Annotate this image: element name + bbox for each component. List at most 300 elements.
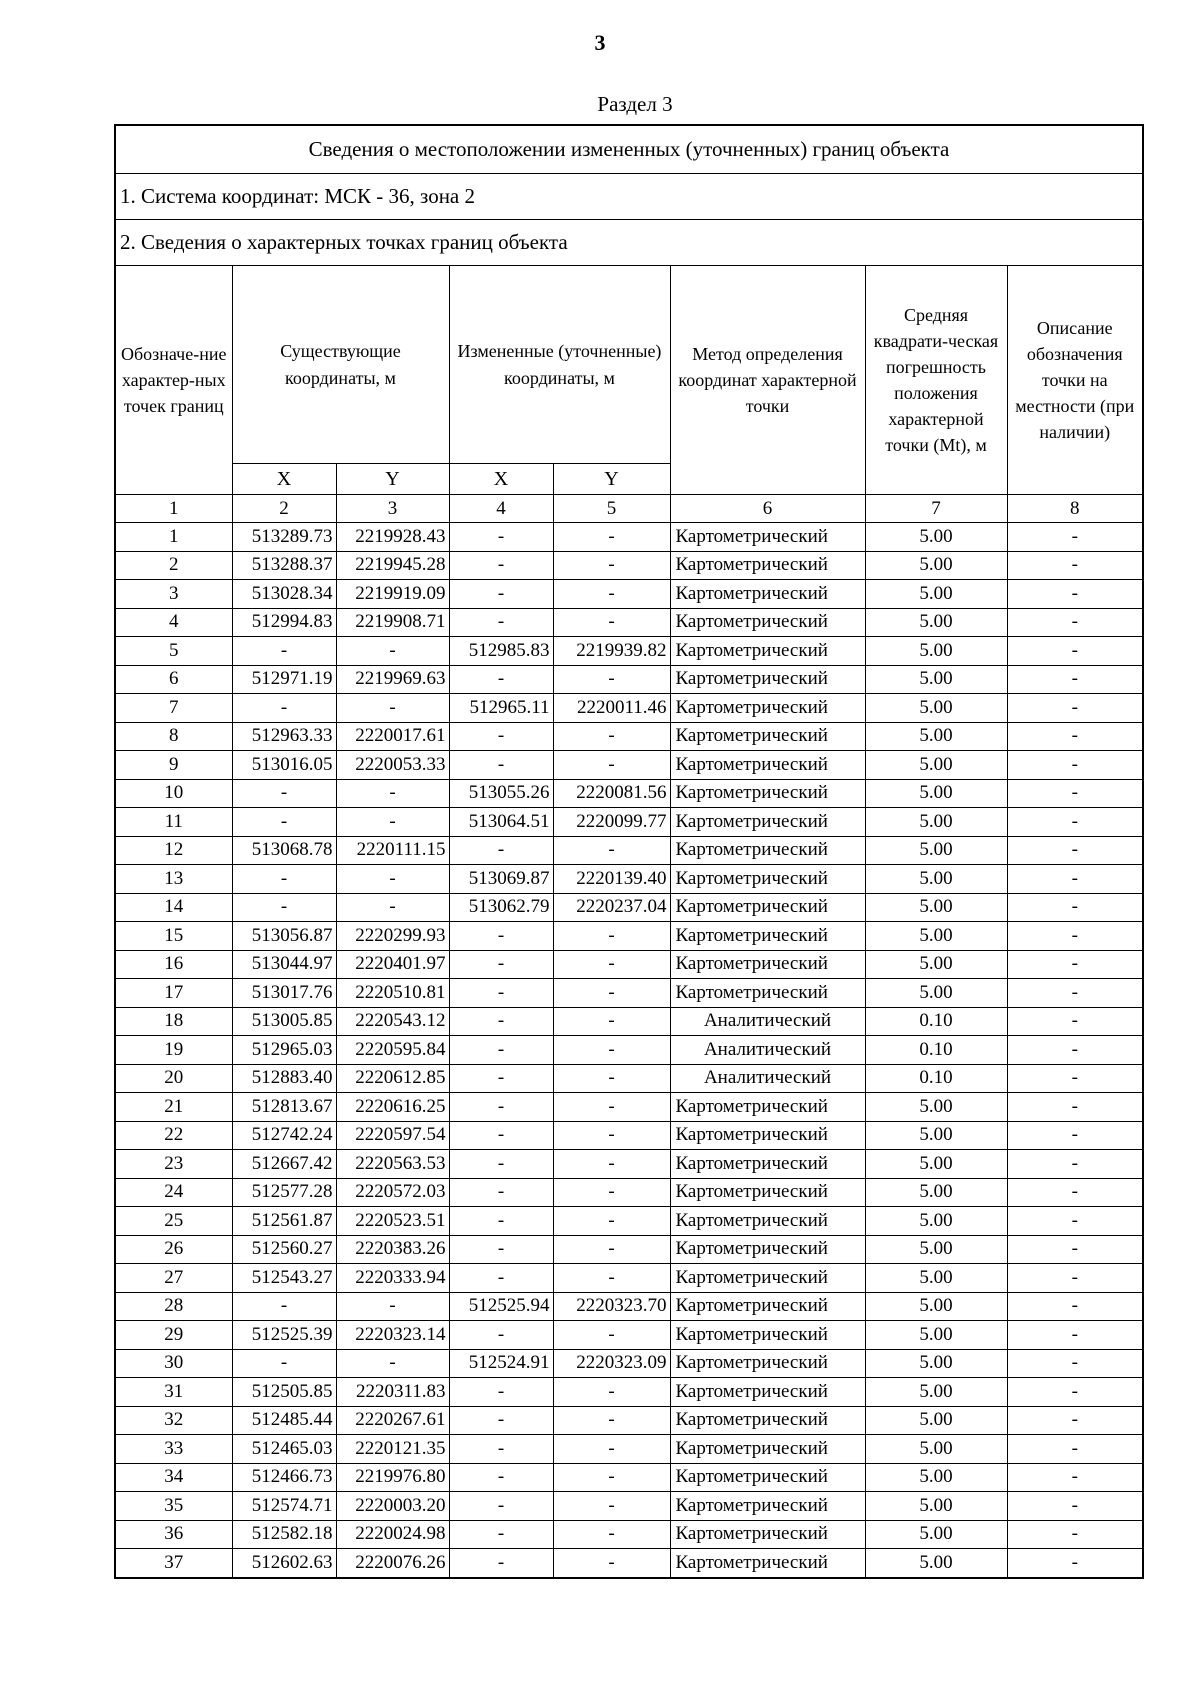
point-id-cell: 31 xyxy=(115,1378,232,1407)
description-cell: - xyxy=(1007,1321,1143,1350)
existing-y-cell: 2220121.35 xyxy=(336,1435,449,1464)
existing-x-cell: 513028.34 xyxy=(232,580,336,609)
description-cell: - xyxy=(1007,637,1143,666)
existing-x-cell: 512994.83 xyxy=(232,608,336,637)
description-cell: - xyxy=(1007,608,1143,637)
existing-x-cell: - xyxy=(232,694,336,723)
method-cell: Картометрический xyxy=(670,1349,865,1378)
existing-x-cell: 512963.33 xyxy=(232,722,336,751)
existing-x-cell: 513068.78 xyxy=(232,836,336,865)
existing-y-cell: 2220003.20 xyxy=(336,1492,449,1521)
table-row xyxy=(115,580,1143,609)
method-cell: Картометрический xyxy=(670,893,865,922)
method-cell: Картометрический xyxy=(670,1121,865,1150)
method-cell: Картометрический xyxy=(670,1520,865,1549)
point-id-cell: 11 xyxy=(115,808,232,837)
existing-y-cell: 2220563.53 xyxy=(336,1150,449,1179)
error-cell: 5.00 xyxy=(865,722,1007,751)
point-id-cell: 17 xyxy=(115,979,232,1008)
changed-y-cell: - xyxy=(553,1064,670,1093)
changed-y-cell: 2220081.56 xyxy=(553,779,670,808)
changed-y-cell: - xyxy=(553,922,670,951)
table-row xyxy=(115,637,1143,666)
error-cell: 5.00 xyxy=(865,979,1007,1008)
method-cell: Картометрический xyxy=(670,865,865,894)
table-row xyxy=(115,1007,1143,1036)
error-cell: 5.00 xyxy=(865,1406,1007,1435)
existing-y-cell: 2219969.63 xyxy=(336,665,449,694)
existing-x-cell: 512965.03 xyxy=(232,1036,336,1065)
existing-y-cell: 2220267.61 xyxy=(336,1406,449,1435)
existing-y-cell: - xyxy=(336,808,449,837)
point-id-cell: 26 xyxy=(115,1235,232,1264)
existing-x-cell: 512561.87 xyxy=(232,1207,336,1236)
header-mean-square-error: Средняя квадрати-ческая погрешность положения характерной точки (Mt), м xyxy=(865,266,1007,495)
column-number: 4 xyxy=(449,495,553,523)
error-cell: 5.00 xyxy=(865,1378,1007,1407)
existing-x-cell: 513056.87 xyxy=(232,922,336,951)
description-cell: - xyxy=(1007,1520,1143,1549)
existing-y-cell: 2220111.15 xyxy=(336,836,449,865)
existing-y-cell: - xyxy=(336,779,449,808)
method-cell: Картометрический xyxy=(670,523,865,552)
header-point-designation: Обозначе-ние характер-ных точек границ xyxy=(115,266,232,495)
description-cell: - xyxy=(1007,1292,1143,1321)
point-id-cell: 20 xyxy=(115,1064,232,1093)
existing-x-cell: 512813.67 xyxy=(232,1093,336,1122)
method-cell: Картометрический xyxy=(670,1150,865,1179)
table-row xyxy=(115,1093,1143,1122)
error-cell: 5.00 xyxy=(865,1178,1007,1207)
changed-x-cell: - xyxy=(449,979,553,1008)
changed-x-cell: - xyxy=(449,1007,553,1036)
existing-x-cell: 513289.73 xyxy=(232,523,336,552)
changed-x-cell: - xyxy=(449,722,553,751)
description-cell: - xyxy=(1007,779,1143,808)
existing-y-cell: 2219976.80 xyxy=(336,1463,449,1492)
changed-y-cell: - xyxy=(553,979,670,1008)
method-cell: Картометрический xyxy=(670,1435,865,1464)
changed-x-cell: 513062.79 xyxy=(449,893,553,922)
coordinate-system: 1. Система координат: МСК - 36, зона 2 xyxy=(115,174,1143,220)
point-id-cell: 15 xyxy=(115,922,232,951)
point-id-cell: 19 xyxy=(115,1036,232,1065)
description-cell: - xyxy=(1007,722,1143,751)
table-row xyxy=(115,1463,1143,1492)
existing-x-cell: 513288.37 xyxy=(232,551,336,580)
points-heading: 2. Сведения о характерных точках границ объекта xyxy=(115,220,1143,266)
table-row xyxy=(115,1492,1143,1521)
method-cell: Картометрический xyxy=(670,1264,865,1293)
error-cell: 5.00 xyxy=(865,1207,1007,1236)
table-row xyxy=(115,694,1143,723)
method-cell: Картометрический xyxy=(670,751,865,780)
table-row xyxy=(115,893,1143,922)
existing-x-cell: - xyxy=(232,865,336,894)
changed-x-cell: - xyxy=(449,1435,553,1464)
table-row xyxy=(115,950,1143,979)
changed-x-cell: - xyxy=(449,1178,553,1207)
description-cell: - xyxy=(1007,1093,1143,1122)
description-cell: - xyxy=(1007,893,1143,922)
existing-y-cell: 2220597.54 xyxy=(336,1121,449,1150)
changed-x-cell: - xyxy=(449,1549,553,1578)
method-cell: Картометрический xyxy=(670,950,865,979)
existing-x-cell: 512485.44 xyxy=(232,1406,336,1435)
method-cell: Картометрический xyxy=(670,836,865,865)
method-cell: Картометрический xyxy=(670,608,865,637)
description-cell: - xyxy=(1007,1549,1143,1578)
point-id-cell: 27 xyxy=(115,1264,232,1293)
header-existing-coordinates: Существующие координаты, м xyxy=(232,266,449,464)
error-cell: 5.00 xyxy=(865,893,1007,922)
existing-x-cell: - xyxy=(232,808,336,837)
description-cell: - xyxy=(1007,1121,1143,1150)
description-cell: - xyxy=(1007,950,1143,979)
point-id-cell: 13 xyxy=(115,865,232,894)
existing-y-cell: 2220323.14 xyxy=(336,1321,449,1350)
table-row xyxy=(115,608,1143,637)
point-id-cell: 25 xyxy=(115,1207,232,1236)
changed-y-cell: - xyxy=(553,580,670,609)
existing-y-cell: 2220311.83 xyxy=(336,1378,449,1407)
error-cell: 5.00 xyxy=(865,1093,1007,1122)
existing-x-cell: 512667.42 xyxy=(232,1150,336,1179)
point-id-cell: 8 xyxy=(115,722,232,751)
point-id-cell: 16 xyxy=(115,950,232,979)
existing-x-cell: 512543.27 xyxy=(232,1264,336,1293)
point-id-cell: 28 xyxy=(115,1292,232,1321)
changed-y-cell: 2220323.09 xyxy=(553,1349,670,1378)
point-id-cell: 33 xyxy=(115,1435,232,1464)
changed-x-cell: - xyxy=(449,580,553,609)
point-id-cell: 24 xyxy=(115,1178,232,1207)
existing-x-cell: 513016.05 xyxy=(232,751,336,780)
existing-y-cell: 2220299.93 xyxy=(336,922,449,951)
changed-y-cell: - xyxy=(553,1207,670,1236)
existing-y-cell: - xyxy=(336,1349,449,1378)
table-row xyxy=(115,1036,1143,1065)
description-cell: - xyxy=(1007,1435,1143,1464)
method-cell: Картометрический xyxy=(670,979,865,1008)
method-cell: Картометрический xyxy=(670,665,865,694)
column-number: 2 xyxy=(232,495,336,523)
changed-x-cell: - xyxy=(449,950,553,979)
changed-x-cell: - xyxy=(449,1207,553,1236)
error-cell: 5.00 xyxy=(865,1321,1007,1350)
existing-y-cell: 2220612.85 xyxy=(336,1064,449,1093)
changed-x-cell: - xyxy=(449,1036,553,1065)
changed-y-cell: - xyxy=(553,1492,670,1521)
changed-x-cell: - xyxy=(449,751,553,780)
changed-y-cell: - xyxy=(553,950,670,979)
existing-x-cell: 512971.19 xyxy=(232,665,336,694)
existing-x-cell: 513017.76 xyxy=(232,979,336,1008)
changed-x-cell: - xyxy=(449,1121,553,1150)
error-cell: 5.00 xyxy=(865,1264,1007,1293)
point-id-cell: 9 xyxy=(115,751,232,780)
point-id-cell: 14 xyxy=(115,893,232,922)
point-id-cell: 37 xyxy=(115,1549,232,1578)
description-cell: - xyxy=(1007,1036,1143,1065)
error-cell: 5.00 xyxy=(865,1150,1007,1179)
existing-y-cell: 2220017.61 xyxy=(336,722,449,751)
error-cell: 5.00 xyxy=(865,523,1007,552)
changed-x-cell: - xyxy=(449,1150,553,1179)
existing-y-cell: - xyxy=(336,1292,449,1321)
existing-y-cell: 2220523.51 xyxy=(336,1207,449,1236)
existing-y-cell: 2220595.84 xyxy=(336,1036,449,1065)
column-number: 6 xyxy=(670,495,865,523)
changed-y-cell: - xyxy=(553,1235,670,1264)
point-id-cell: 35 xyxy=(115,1492,232,1521)
existing-y-cell: - xyxy=(336,865,449,894)
description-cell: - xyxy=(1007,808,1143,837)
header-existing-x: X xyxy=(232,464,336,495)
description-cell: - xyxy=(1007,979,1143,1008)
table-row xyxy=(115,665,1143,694)
header-existing-y: Y xyxy=(336,464,449,495)
table-row xyxy=(115,1378,1143,1407)
error-cell: 5.00 xyxy=(865,1121,1007,1150)
description-cell: - xyxy=(1007,551,1143,580)
header-changed-coordinates: Измененные (уточненные) координаты, м xyxy=(449,266,670,464)
changed-y-cell: - xyxy=(553,608,670,637)
column-number-row xyxy=(115,495,1143,523)
existing-x-cell: 512525.39 xyxy=(232,1321,336,1350)
column-number: 3 xyxy=(336,495,449,523)
error-cell: 0.10 xyxy=(865,1007,1007,1036)
table-row xyxy=(115,1520,1143,1549)
table-title: Сведения о местоположении измененных (уточненных) границ объекта xyxy=(115,125,1143,174)
error-cell: 5.00 xyxy=(865,637,1007,666)
table-row xyxy=(115,808,1143,837)
table-row xyxy=(115,1406,1143,1435)
error-cell: 0.10 xyxy=(865,1064,1007,1093)
changed-x-cell: - xyxy=(449,551,553,580)
table-row xyxy=(115,1064,1143,1093)
point-id-cell: 6 xyxy=(115,665,232,694)
table-row xyxy=(115,979,1143,1008)
point-id-cell: 32 xyxy=(115,1406,232,1435)
changed-x-cell: - xyxy=(449,1463,553,1492)
error-cell: 5.00 xyxy=(865,665,1007,694)
existing-y-cell: 2220616.25 xyxy=(336,1093,449,1122)
point-id-cell: 7 xyxy=(115,694,232,723)
boundary-points-table xyxy=(114,124,1144,1579)
method-cell: Картометрический xyxy=(670,1463,865,1492)
changed-y-cell: - xyxy=(553,665,670,694)
table-row xyxy=(115,722,1143,751)
point-id-cell: 18 xyxy=(115,1007,232,1036)
changed-x-cell: - xyxy=(449,1064,553,1093)
changed-y-cell: - xyxy=(553,722,670,751)
description-cell: - xyxy=(1007,1207,1143,1236)
existing-x-cell: 512505.85 xyxy=(232,1378,336,1407)
error-cell: 5.00 xyxy=(865,808,1007,837)
changed-y-cell: - xyxy=(553,1264,670,1293)
existing-y-cell: 2220024.98 xyxy=(336,1520,449,1549)
changed-y-cell: - xyxy=(553,1007,670,1036)
changed-y-cell: - xyxy=(553,1463,670,1492)
description-cell: - xyxy=(1007,1463,1143,1492)
error-cell: 5.00 xyxy=(865,1292,1007,1321)
point-id-cell: 12 xyxy=(115,836,232,865)
changed-y-cell: - xyxy=(553,1520,670,1549)
changed-x-cell: 513064.51 xyxy=(449,808,553,837)
existing-y-cell: - xyxy=(336,694,449,723)
changed-x-cell: - xyxy=(449,1321,553,1350)
error-cell: 5.00 xyxy=(865,551,1007,580)
header-method: Метод определения координат характерной точки xyxy=(670,266,865,495)
description-cell: - xyxy=(1007,1349,1143,1378)
description-cell: - xyxy=(1007,751,1143,780)
point-id-cell: 10 xyxy=(115,779,232,808)
table-row xyxy=(115,1321,1143,1350)
description-cell: - xyxy=(1007,1264,1143,1293)
point-id-cell: 23 xyxy=(115,1150,232,1179)
description-cell: - xyxy=(1007,865,1143,894)
table-row xyxy=(115,551,1143,580)
point-id-cell: 36 xyxy=(115,1520,232,1549)
existing-y-cell: 2220510.81 xyxy=(336,979,449,1008)
method-cell: Картометрический xyxy=(670,637,865,666)
existing-y-cell: 2220543.12 xyxy=(336,1007,449,1036)
method-cell: Картометрический xyxy=(670,580,865,609)
point-id-cell: 30 xyxy=(115,1349,232,1378)
description-cell: - xyxy=(1007,1378,1143,1407)
table-row xyxy=(115,1435,1143,1464)
existing-x-cell: - xyxy=(232,1292,336,1321)
changed-y-cell: - xyxy=(553,836,670,865)
point-id-cell: 4 xyxy=(115,608,232,637)
error-cell: 5.00 xyxy=(865,1492,1007,1521)
method-cell: Аналитический xyxy=(670,1036,865,1065)
table-row xyxy=(115,865,1143,894)
existing-x-cell: 512883.40 xyxy=(232,1064,336,1093)
changed-y-cell: - xyxy=(553,1178,670,1207)
error-cell: 5.00 xyxy=(865,1235,1007,1264)
existing-y-cell: 2219928.43 xyxy=(336,523,449,552)
existing-x-cell: 513044.97 xyxy=(232,950,336,979)
changed-y-cell: - xyxy=(553,551,670,580)
header-point-description: Описание обозначения точки на местности (при наличии) xyxy=(1007,266,1143,495)
changed-x-cell: - xyxy=(449,523,553,552)
table-row xyxy=(115,1178,1143,1207)
error-cell: 5.00 xyxy=(865,1349,1007,1378)
changed-y-cell: - xyxy=(553,1036,670,1065)
column-number: 7 xyxy=(865,495,1007,523)
description-cell: - xyxy=(1007,694,1143,723)
changed-y-cell: 2220139.40 xyxy=(553,865,670,894)
changed-x-cell: - xyxy=(449,1492,553,1521)
changed-y-cell: - xyxy=(553,1093,670,1122)
method-cell: Картометрический xyxy=(670,922,865,951)
changed-x-cell: - xyxy=(449,1406,553,1435)
changed-y-cell: - xyxy=(553,1378,670,1407)
method-cell: Аналитический xyxy=(670,1007,865,1036)
point-id-cell: 3 xyxy=(115,580,232,609)
changed-x-cell: - xyxy=(449,836,553,865)
method-cell: Картометрический xyxy=(670,1207,865,1236)
existing-x-cell: 512602.63 xyxy=(232,1549,336,1578)
existing-y-cell: 2220076.26 xyxy=(336,1549,449,1578)
existing-x-cell: 512466.73 xyxy=(232,1463,336,1492)
existing-x-cell: 512742.24 xyxy=(232,1121,336,1150)
point-id-cell: 2 xyxy=(115,551,232,580)
existing-y-cell: - xyxy=(336,637,449,666)
changed-x-cell: 513069.87 xyxy=(449,865,553,894)
point-id-cell: 5 xyxy=(115,637,232,666)
error-cell: 5.00 xyxy=(865,1463,1007,1492)
changed-x-cell: 512965.11 xyxy=(449,694,553,723)
description-cell: - xyxy=(1007,1150,1143,1179)
changed-x-cell: - xyxy=(449,1235,553,1264)
method-cell: Картометрический xyxy=(670,1178,865,1207)
table-row xyxy=(115,836,1143,865)
changed-y-cell: - xyxy=(553,523,670,552)
description-cell: - xyxy=(1007,665,1143,694)
point-id-cell: 22 xyxy=(115,1121,232,1150)
description-cell: - xyxy=(1007,523,1143,552)
changed-x-cell: - xyxy=(449,665,553,694)
existing-x-cell: - xyxy=(232,893,336,922)
error-cell: 5.00 xyxy=(865,608,1007,637)
existing-y-cell: 2219945.28 xyxy=(336,551,449,580)
description-cell: - xyxy=(1007,1064,1143,1093)
existing-y-cell: 2220333.94 xyxy=(336,1264,449,1293)
column-number: 1 xyxy=(115,495,232,523)
method-cell: Картометрический xyxy=(670,1378,865,1407)
method-cell: Картометрический xyxy=(670,779,865,808)
existing-x-cell: - xyxy=(232,637,336,666)
error-cell: 5.00 xyxy=(865,865,1007,894)
error-cell: 5.00 xyxy=(865,950,1007,979)
table-row xyxy=(115,779,1143,808)
existing-x-cell: - xyxy=(232,779,336,808)
description-cell: - xyxy=(1007,1007,1143,1036)
changed-x-cell: 512985.83 xyxy=(449,637,553,666)
changed-y-cell: 2219939.82 xyxy=(553,637,670,666)
changed-y-cell: 2220237.04 xyxy=(553,893,670,922)
changed-y-cell: - xyxy=(553,1549,670,1578)
table-row xyxy=(115,1121,1143,1150)
changed-x-cell: - xyxy=(449,1093,553,1122)
error-cell: 5.00 xyxy=(865,1520,1007,1549)
error-cell: 5.00 xyxy=(865,1549,1007,1578)
table-row xyxy=(115,751,1143,780)
description-cell: - xyxy=(1007,836,1143,865)
method-cell: Картометрический xyxy=(670,1292,865,1321)
table-row xyxy=(115,1292,1143,1321)
table-row xyxy=(115,1207,1143,1236)
changed-y-cell: - xyxy=(553,1121,670,1150)
header-changed-x: X xyxy=(449,464,553,495)
method-cell: Картометрический xyxy=(670,551,865,580)
changed-y-cell: - xyxy=(553,1406,670,1435)
method-cell: Картометрический xyxy=(670,1492,865,1521)
existing-x-cell: 512577.28 xyxy=(232,1178,336,1207)
changed-x-cell: 513055.26 xyxy=(449,779,553,808)
changed-x-cell: - xyxy=(449,1264,553,1293)
existing-y-cell: 2219919.09 xyxy=(336,580,449,609)
column-number: 8 xyxy=(1007,495,1143,523)
point-id-cell: 34 xyxy=(115,1463,232,1492)
existing-y-cell: 2220053.33 xyxy=(336,751,449,780)
description-cell: - xyxy=(1007,922,1143,951)
existing-x-cell: 513005.85 xyxy=(232,1007,336,1036)
method-cell: Картометрический xyxy=(670,1093,865,1122)
